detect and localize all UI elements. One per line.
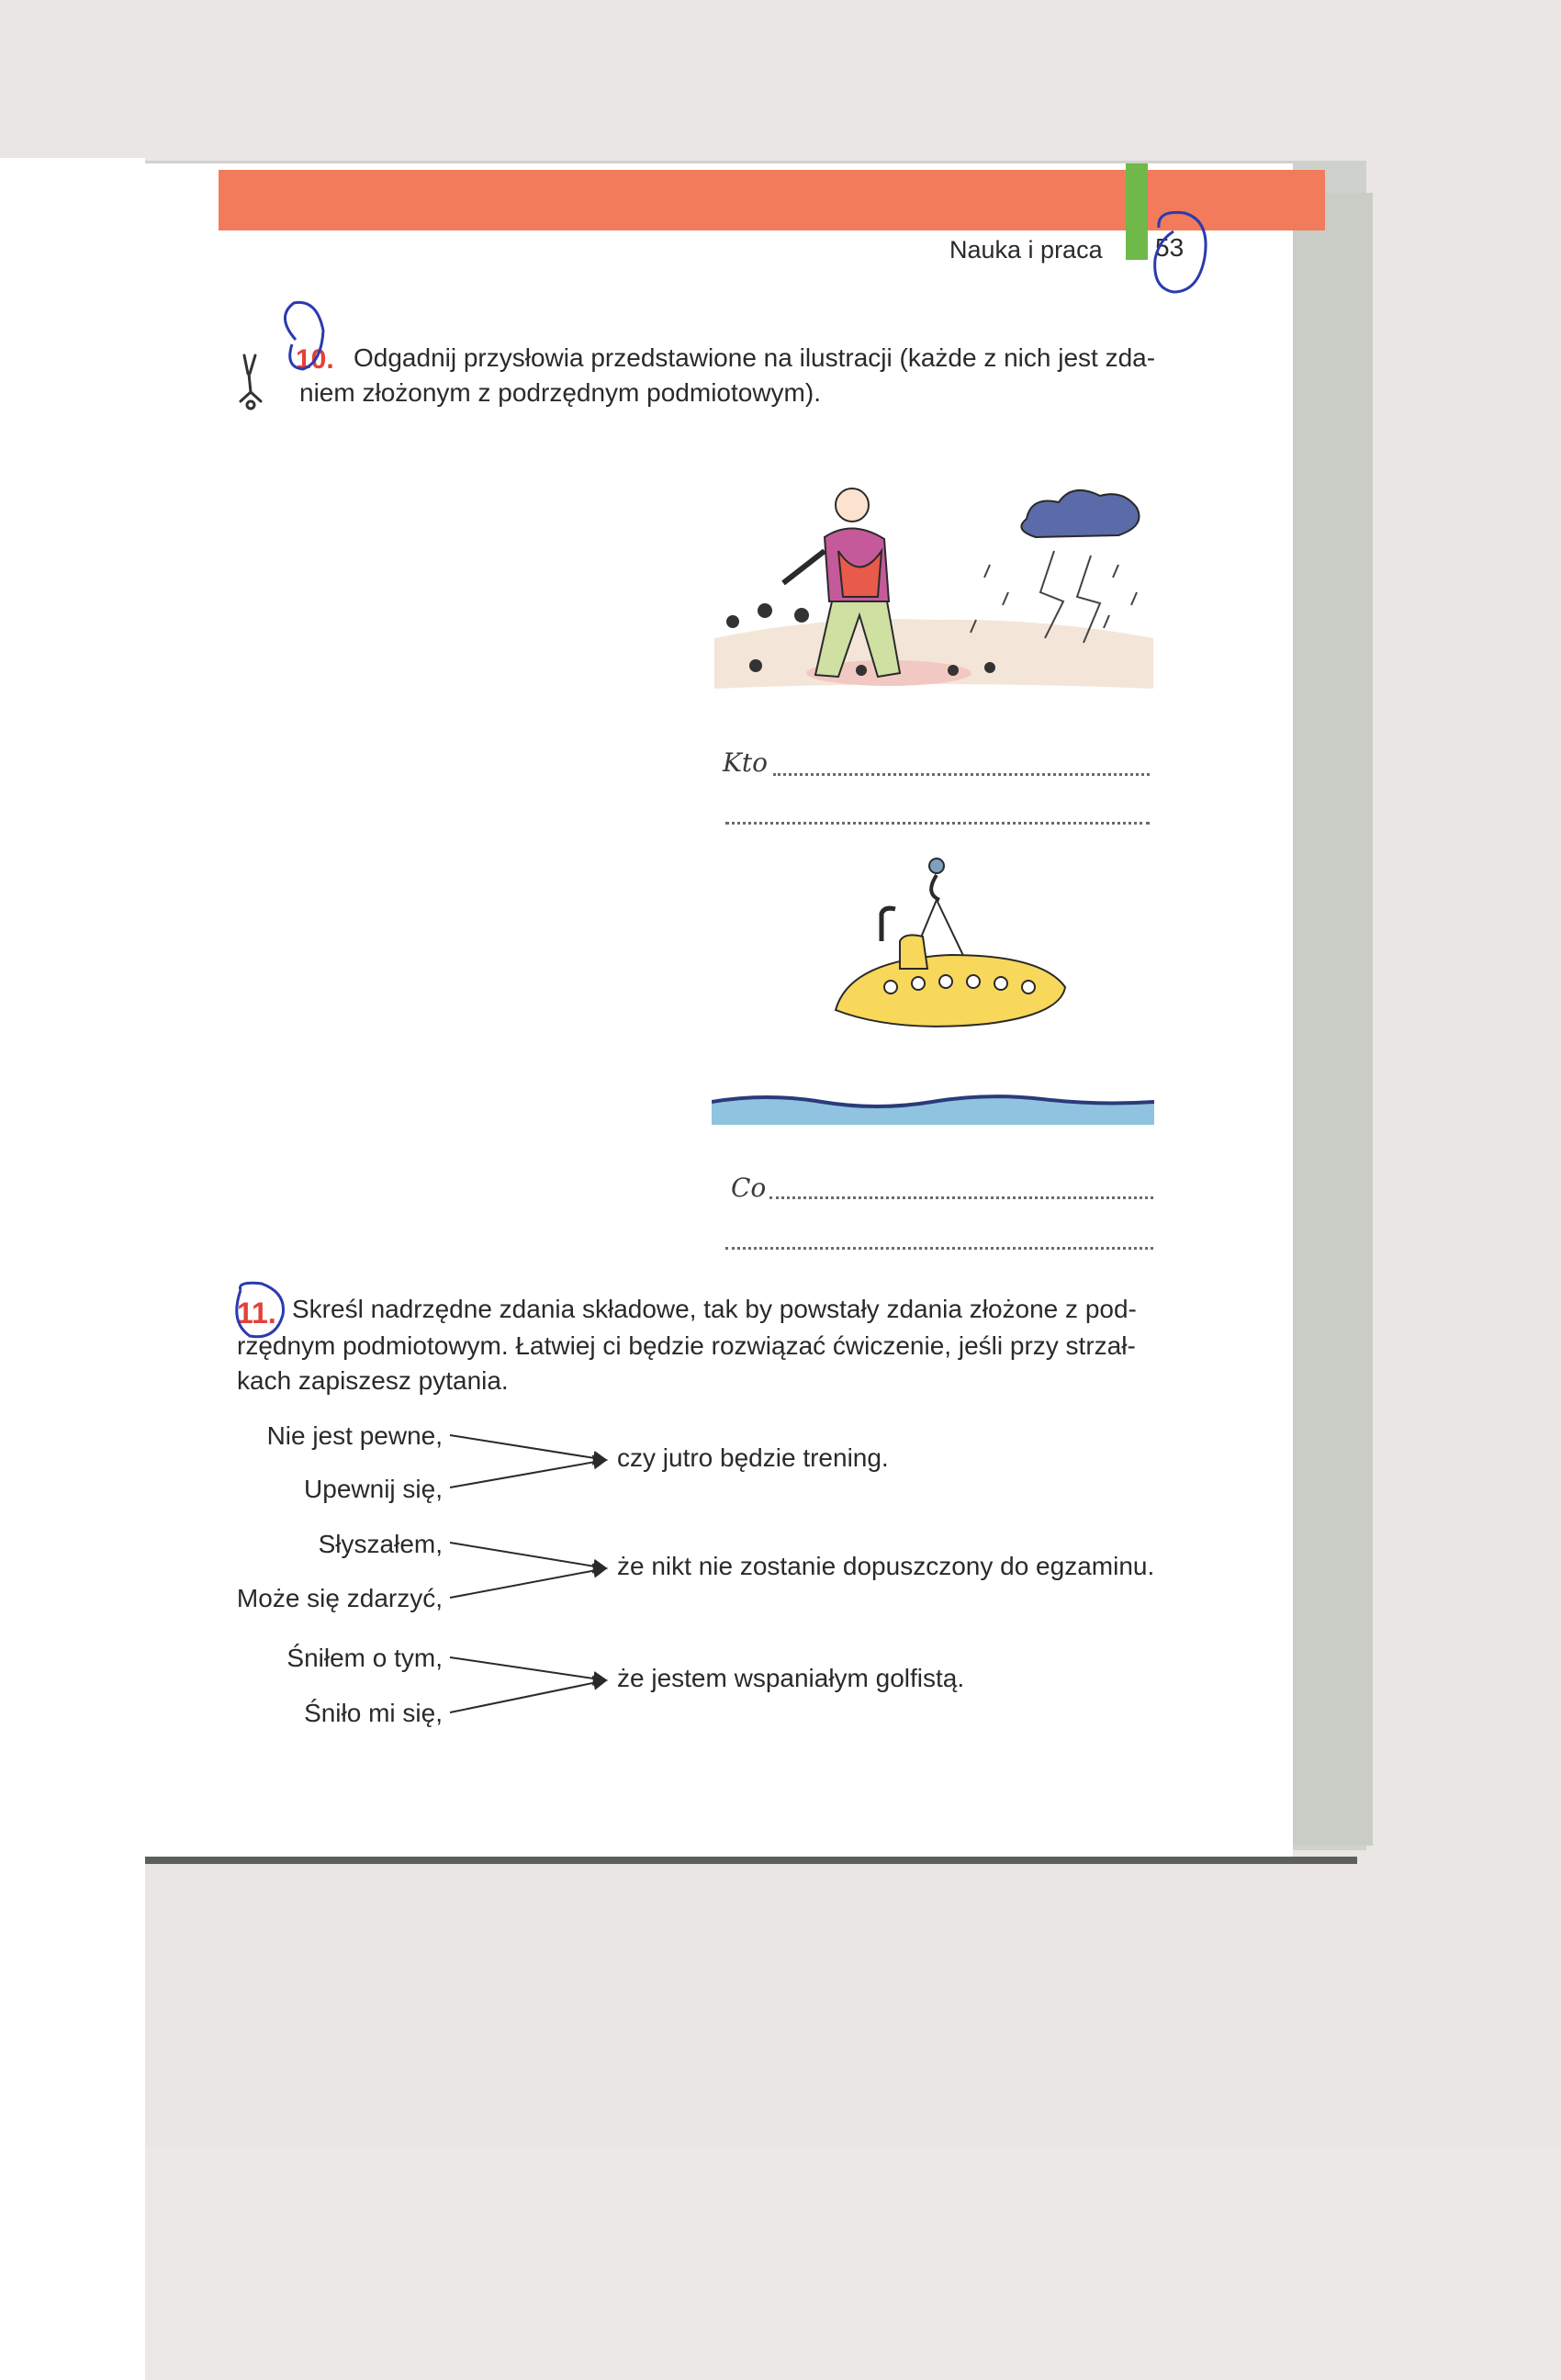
arrow: [450, 1435, 606, 1460]
answer-line-1b[interactable]: [725, 822, 1150, 825]
arrow: [450, 1680, 606, 1712]
clause-left[interactable]: Śniło mi się,: [304, 1699, 443, 1727]
scan-mask-low: [0, 1278, 145, 2380]
clause-right: że nikt nie zostanie dopuszczony do egzaminu.: [617, 1552, 1155, 1580]
header-color-bar: [219, 170, 1325, 230]
answer-line-2b[interactable]: [725, 1247, 1153, 1250]
clause-left[interactable]: Słyszałem,: [318, 1530, 443, 1558]
scan-mask-main: [0, 456, 675, 1278]
illustration-sowing-wind: [714, 464, 1153, 693]
clause-right: czy jutro będzie trening.: [617, 1443, 889, 1472]
page-bottom-edge: [145, 1857, 1357, 1864]
handwritten-answer-1: Kto: [723, 747, 769, 778]
exercise-10-instruction: Odgadnij przysłowia przedstawione na ilustracji (każde z nich jest zda-: [354, 343, 1156, 372]
arrow: [450, 1657, 606, 1680]
clause-left[interactable]: Upewnij się,: [304, 1475, 443, 1503]
clause-left[interactable]: Śniłem o tym,: [286, 1644, 443, 1672]
arrow-connectors: [445, 1419, 629, 1731]
exercise-11-number: 11.: [237, 1297, 276, 1330]
answer-line-1[interactable]: [773, 773, 1150, 776]
exercise-11-instruction-end: kach zapiszesz pytania.: [237, 1366, 509, 1395]
handwritten-answer-2: Co: [731, 1173, 767, 1203]
exercise-10-instruction-cont: niem złożonym z podrzędnym podmiotowym).: [299, 378, 821, 407]
clause-right: że jestem wspaniałym golfistą.: [617, 1664, 965, 1692]
book-side-edge: [1286, 193, 1373, 1846]
exercise-10-number: 10.: [296, 344, 334, 375]
running-head: Nauka i praca: [949, 236, 1103, 264]
arrow: [450, 1460, 606, 1488]
arrow: [450, 1568, 606, 1598]
diver-icon: [237, 354, 264, 410]
illustration-submarine-crane: [712, 849, 1154, 1129]
page-number: 53: [1155, 233, 1185, 262]
clause-left[interactable]: Nie jest pewne,: [266, 1421, 443, 1450]
exercise-11-instruction-cont: rzędnym podmiotowym. Łatwiej ci będzie rozwiązać ćwiczenie, jeśli przy strzał-: [237, 1331, 1136, 1360]
header-green-tab: [1126, 163, 1148, 260]
arrow: [450, 1543, 606, 1568]
exercise-11-instruction: Skreśl nadrzędne zdania składowe, tak by powstały zdania złożone z pod-: [292, 1295, 1137, 1323]
answer-line-2[interactable]: [769, 1196, 1153, 1199]
clause-left[interactable]: Może się zdarzyć,: [236, 1584, 443, 1612]
scan-mask-top: [0, 158, 145, 456]
